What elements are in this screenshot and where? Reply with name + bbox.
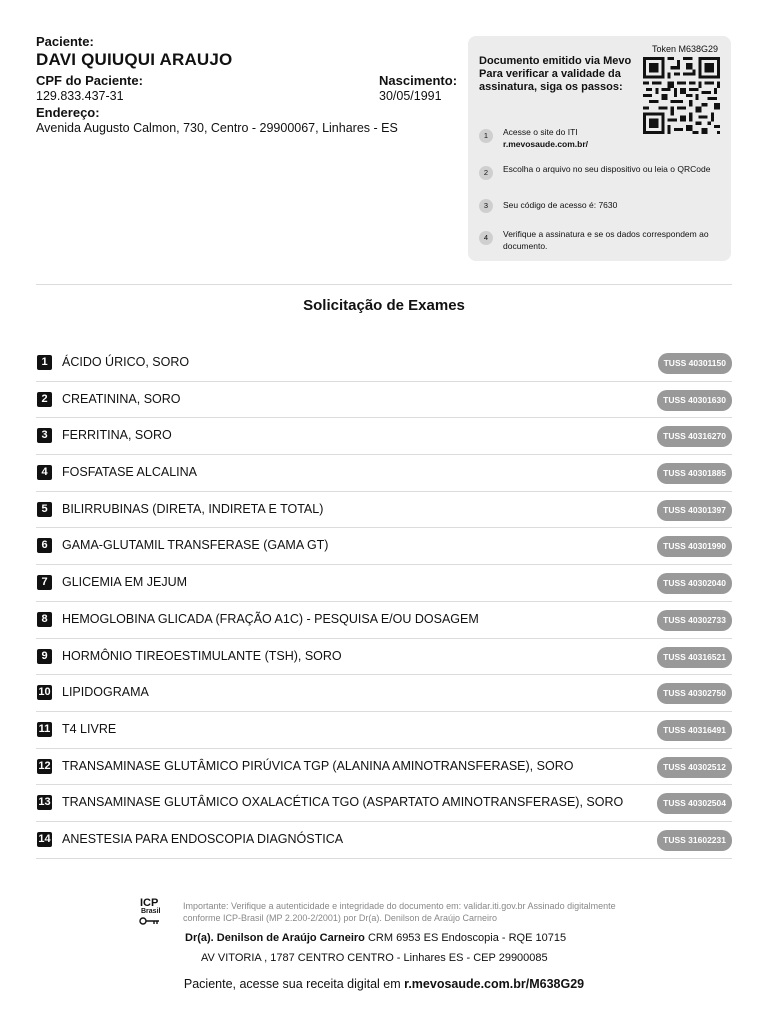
tuss-badge: TUSS 40302040 xyxy=(657,573,732,594)
exam-row xyxy=(36,785,732,822)
exam-name: LIPIDOGRAMA xyxy=(62,685,149,700)
exam-row xyxy=(36,749,732,786)
doctor-info xyxy=(185,931,566,945)
step-text: Escolha o arquivo no seu dispositivo ou leia o QRCode xyxy=(503,164,711,174)
exam-name: BILIRRUBINAS (DIRETA, INDIRETA E TOTAL) xyxy=(62,501,324,516)
exam-row xyxy=(36,345,732,382)
tuss-badge: TUSS 40316270 xyxy=(657,426,732,447)
exam-row xyxy=(36,565,732,602)
tuss-badge: TUSS 40316521 xyxy=(657,647,732,668)
exam-row xyxy=(36,455,732,492)
signature-notice: Importante: Verifique a autenticidade e integridade do documento em: validar.iti.gov.br Assinado digitalmente conforme ICP-Brasil (MP 2.200-2/2001) por Dr(a). Denilson de Araújo Carneiro xyxy=(183,901,616,923)
exam-number: 11 xyxy=(38,722,51,735)
verification-site-link[interactable]: r.mevosaude.com.br/ xyxy=(503,139,589,149)
tuss-badge: TUSS 40302512 xyxy=(657,757,732,778)
exam-number: 5 xyxy=(37,502,52,517)
exam-name: TRANSAMINASE GLUTÂMICO OXALACÉTICA TGO (ASPARTATO AMINOTRANSFERASE), SORO xyxy=(62,795,624,810)
exam-number: 14 xyxy=(38,832,51,845)
token-label: Token M638G29 xyxy=(651,44,718,54)
step-text: Seu código de acesso é: 7630 xyxy=(503,200,618,210)
tuss-badge: TUSS 31602231 xyxy=(657,830,732,851)
exam-row xyxy=(36,822,732,859)
doctor-name: Dr(a). Denilson de Araújo Carneiro xyxy=(185,932,365,944)
exam-name: FERRITINA, SORO xyxy=(62,428,172,443)
exam-row xyxy=(36,675,732,712)
cpf-label: CPF do Paciente: xyxy=(36,73,143,88)
exam-list xyxy=(36,345,732,859)
tuss-badge: TUSS 40302504 xyxy=(657,793,732,814)
exam-number: 8 xyxy=(37,612,52,627)
exam-name: ÁCIDO ÚRICO, SORO xyxy=(62,355,190,369)
exam-row xyxy=(36,639,732,676)
exam-row xyxy=(36,418,732,455)
exam-name: HEMOGLOBINA GLICADA (FRAÇÃO A1C) - PESQUISA E/OU DOSAGEM xyxy=(62,611,479,626)
exam-number: 4 xyxy=(37,465,52,480)
birth-value: 30/05/1991 xyxy=(379,89,442,103)
page-title: Solicitação de Exames xyxy=(303,297,465,314)
digital-prescription-text: Paciente, acesse sua receita digital em xyxy=(183,977,405,991)
key-icon xyxy=(139,917,161,925)
address-value: Avenida Augusto Calmon, 730, Centro - 29900067, Linhares - ES xyxy=(36,121,398,135)
exam-number: 10 xyxy=(38,686,51,699)
step-number: 1 xyxy=(479,129,493,143)
tuss-badge: TUSS 40301990 xyxy=(657,536,732,557)
step-number: 3 xyxy=(479,199,493,213)
exam-row xyxy=(36,602,732,639)
qr-code-icon[interactable] xyxy=(643,57,720,134)
tuss-badge: TUSS 40301630 xyxy=(657,390,732,411)
exam-row xyxy=(36,712,732,749)
header-divider xyxy=(36,284,732,285)
tuss-badge: TUSS 40301150 xyxy=(658,353,732,374)
exam-number: 7 xyxy=(37,575,52,590)
exam-name: FOSFATASE ALCALINA xyxy=(62,465,197,480)
exam-name: T4 LIVRE xyxy=(62,721,117,736)
exam-number: 6 xyxy=(37,538,52,553)
birth-label: Nascimento: xyxy=(379,73,458,88)
exam-name: ANESTESIA PARA ENDOSCOPIA DIAGNÓSTICA xyxy=(62,831,344,846)
exam-number: 13 xyxy=(38,796,51,809)
exam-row xyxy=(36,528,732,565)
step-text: Acesse o site do ITI xyxy=(503,127,578,137)
exam-name: HORMÔNIO TIREOESTIMULANTE (TSH), SORO xyxy=(62,648,342,663)
exam-number: 1 xyxy=(37,355,52,370)
exam-row xyxy=(36,382,732,419)
icp-brasil-logo: ICP Brasil xyxy=(138,898,168,928)
doctor-crm: CRM 6953 ES xyxy=(367,932,439,944)
exam-row xyxy=(36,492,732,529)
exam-name: TRANSAMINASE GLUTÂMICO PIRÚVICA TGP (ALANINA AMINOTRANSFERASE), SORO xyxy=(62,758,574,773)
digital-prescription-link[interactable]: r.mevosaude.com.br/M638G29 xyxy=(404,977,585,991)
signature-verification-box xyxy=(468,36,731,261)
exam-number: 9 xyxy=(37,649,52,664)
exam-number: 3 xyxy=(37,428,52,443)
exam-number: 12 xyxy=(38,759,51,772)
digital-prescription-line xyxy=(0,977,768,991)
address-label: Endereço: xyxy=(36,105,100,120)
tuss-badge: TUSS 40302750 xyxy=(657,683,732,704)
exam-name: CREATININA, SORO xyxy=(62,391,181,406)
patient-label: Paciente: xyxy=(36,34,94,49)
exam-name: GAMA-GLUTAMIL TRANSFERASE (GAMA GT) xyxy=(62,538,329,553)
cpf-value: 129.833.437-31 xyxy=(36,89,124,103)
exam-number: 2 xyxy=(37,392,52,407)
tuss-badge: TUSS 40301397 xyxy=(657,500,732,521)
step-text: Verifique a assinatura e se os dados correspondem ao documento. xyxy=(503,229,709,251)
tuss-badge: TUSS 40301885 xyxy=(657,463,732,484)
patient-name: DAVI QUIUQUI ARAUJO xyxy=(36,50,233,69)
exam-name: GLICEMIA EM JEJUM xyxy=(62,575,188,590)
clinic-address: AV VITORIA , 1787 CENTRO CENTRO - Linhares ES - CEP 29900085 xyxy=(201,952,548,964)
tuss-badge: TUSS 40302733 xyxy=(657,610,732,631)
verification-intro: Documento emitido via Mevo Para verificar a validade da assinatura, siga os passos: xyxy=(479,55,632,93)
step-number: 2 xyxy=(479,166,493,180)
tuss-badge: TUSS 40316491 xyxy=(657,720,732,741)
doctor-specialty: Endoscopia - RQE 10715 xyxy=(441,932,567,944)
step-number: 4 xyxy=(479,231,493,245)
